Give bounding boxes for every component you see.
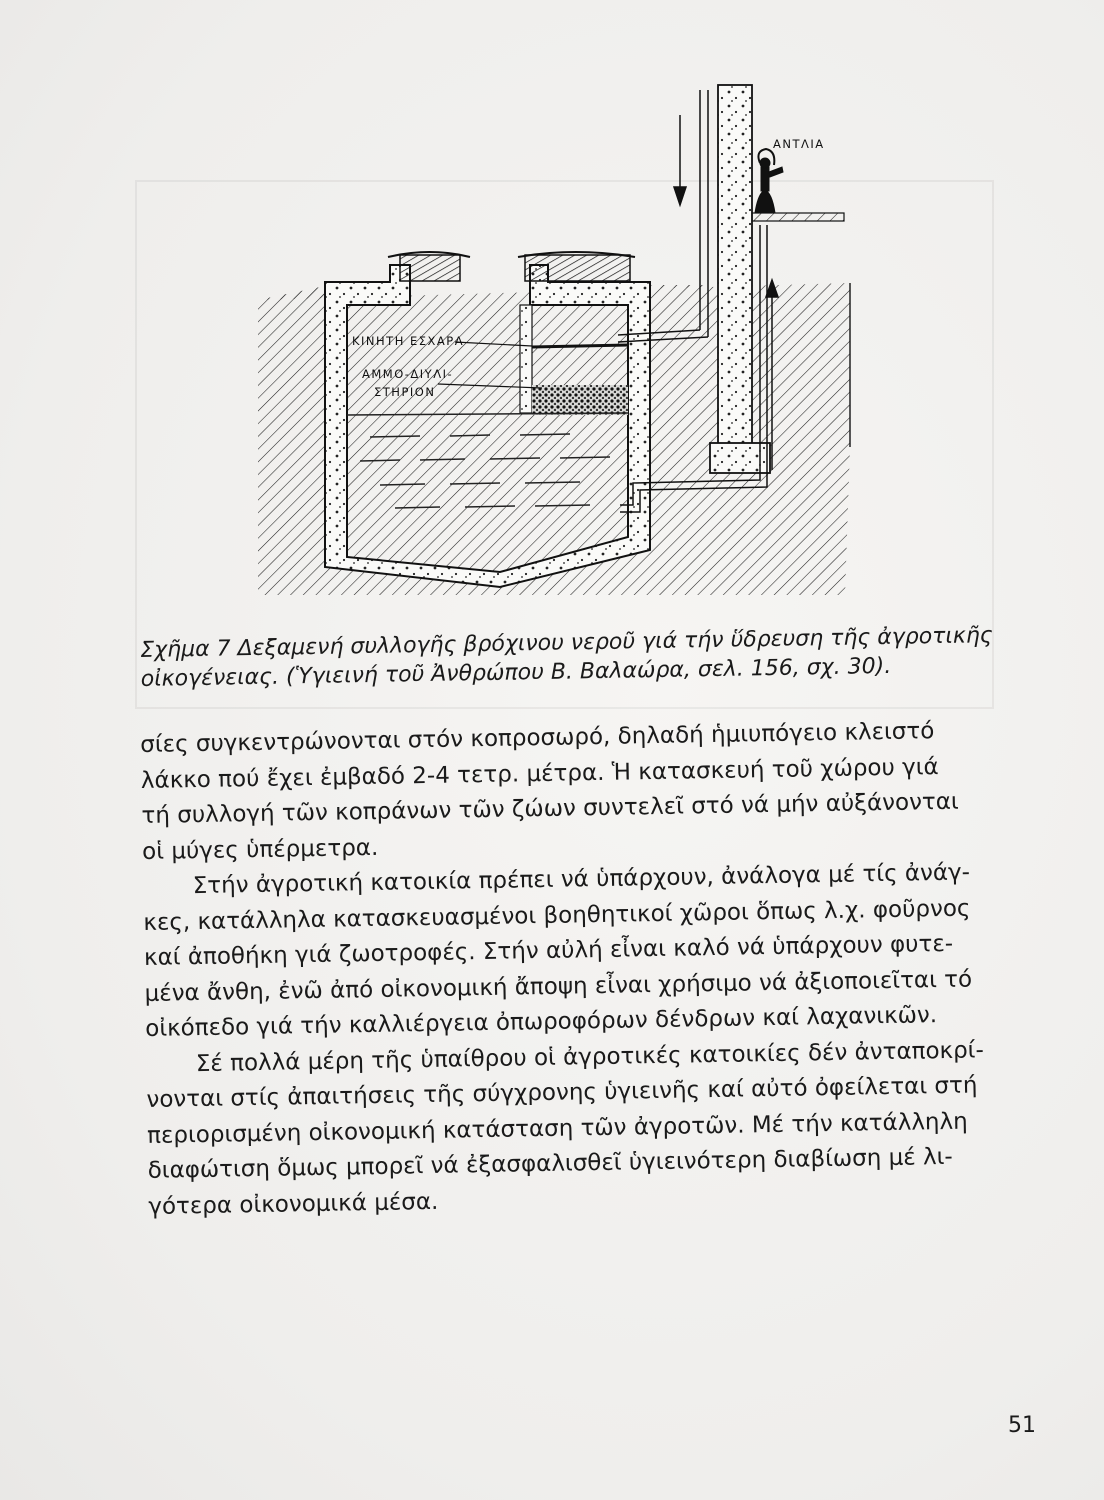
text-line: οἰκόπεδο γιά τήν καλλιέργεια ὀπωροφόρων δένδρων καί λαχανικῶν. [145,1002,938,1042]
text-line: διαφώτιση ὅμως μπορεῖ νά ἐξασφαλισθεῖ ὑγιεινότερη διαβίωση μέ λι- [147,1143,953,1184]
pump-label: ΑΝΤΛΙΑ [773,137,825,151]
caption-line: Σχῆμα 7 Δεξαμενή συλλογῆς βρόχινου νεροῦ γιά τήν ὕδρευση τῆς ἀγροτικῆς [140,623,993,663]
text-line: Στήν ἀγροτική κατοικία πρέπει νά ὑπάρχουν, ἀνάλογα μέ τίς ἀνάγ- [192,859,971,900]
paragraph [140,713,1022,870]
wall-shelf [752,213,844,221]
house-wall [718,85,752,445]
text-line: οἱ μύγες ὑπέρμετρα. [141,834,379,865]
cistern-diagram [250,75,890,635]
text-line: περιορισμένη οἰκονομική κατάσταση τῶν ἀγροτῶν. Μέ τήν κατάλληλη [146,1108,968,1149]
wall-foundation [710,443,770,473]
body-text [140,713,1029,1225]
filter-label-line1: ΑΜΜΟ-ΔΙΥΛΙ- [362,367,454,381]
manhole-cover-left [400,255,460,281]
text-line: σίες συγκεντρώνονται στόν κοπροσωρό, δηλαδή ἡμιυπόγειο κλειστό [140,718,935,758]
text-line: Σέ πολλά μέρη τῆς ὑπαίθρου οἱ ἀγροτικές κατοικίες δέν ἀνταποκρί- [195,1036,984,1077]
text-line: καί ἀποθήκη γιά ζωοτροφές. Στήν αὐλή εἶναι καλό νά ὑπάρχουν φυτε- [143,930,954,971]
text-line: τή συλλογή τῶν κοπράνων τῶν ζώων συντελεῖ στό νά μήν αὐξάνονται [141,788,959,829]
text-line: νονται στίς ἀπαιτήσεις τῆς σύγχρονης ὑγιεινῆς καί αὐτό ὀφείλεται στή [146,1072,978,1113]
pump-icon [755,149,783,213]
paragraph [142,855,1025,1048]
text-line: γότερα οἰκονομικά μέσα. [148,1188,439,1220]
text-line: λάκκο πού ἔχει ἐμβαδό 2-4 τετρ. μέτρα. Ἡ κατασκευή τοῦ χώρου γιά [140,753,939,794]
movable-grate [532,345,628,347]
filter-label-line2: ΣΤΗΡΙΟΝ [374,385,436,399]
paragraph [146,1032,1029,1225]
manhole-cover-right [525,255,630,281]
caption-line: οἰκογένειας. (Ὑγιεινή τοῦ Ἀνθρώπου Β. Βαλαώρα, σελ. 156, σχ. 30). [140,653,892,692]
text-line: κες, κατάλληλα κατασκευασμένοι βοηθητικοί χῶροι ὅπως λ.χ. φοῦρνος [143,895,971,936]
page-number: 51 [1008,1413,1036,1438]
sand-filter [532,385,628,415]
text-line: μένα ἄνθη, ἐνῶ ἀπό οἰκονομική ἄποψη εἶναι χρήσιμο νά ἀξιοποιεῖται τό [144,966,973,1007]
filter-compartment-wall [520,305,532,413]
grate-label: ΚΙΝΗΤΗ ΕΣΧΑΡΑ [352,334,465,348]
